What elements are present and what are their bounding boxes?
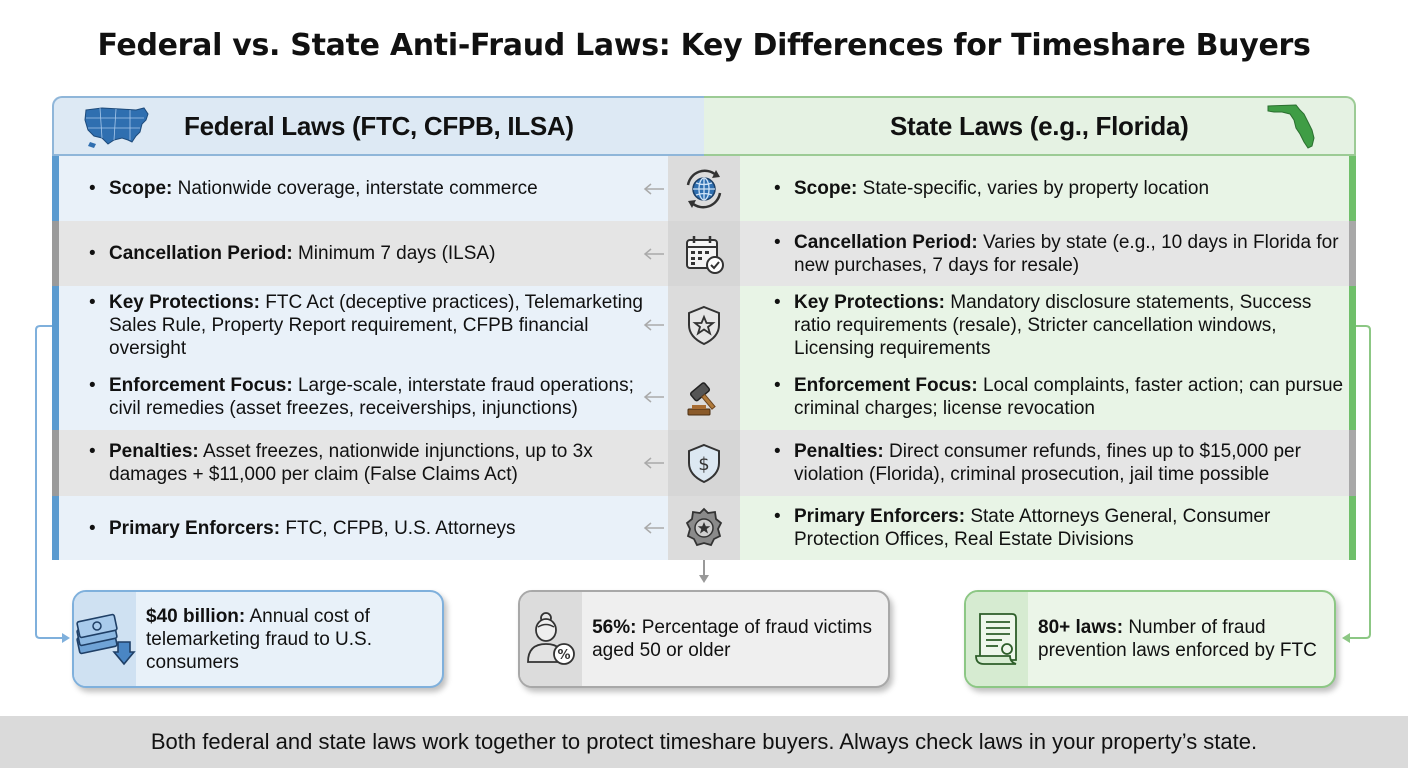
federal-header [52, 96, 704, 156]
state-enforcers-cell [740, 496, 1356, 560]
arrow-left-icon [642, 522, 664, 534]
money-down-icon [74, 608, 136, 670]
row-label: Enforcement Focus: [109, 375, 293, 396]
row-label: Cancellation Period: [109, 243, 293, 264]
row-primary-enforcers [52, 496, 1356, 560]
page-title: Federal vs. State Anti-Fraud Laws: Key Differences for Timeshare Buyers [97, 28, 1311, 63]
federal-scope-text: Nationwide coverage, interstate commerce [177, 178, 538, 199]
federal-cancellation-cell [52, 221, 668, 286]
row-cancellation-period [52, 221, 1356, 286]
stat-telemarketing-cost [72, 590, 444, 688]
stat-description: Annual cost of telemarketing fraud to U.S. consumers [146, 605, 372, 673]
state-enforcers-text: State Attorneys General, Consumer Protection Offices, Real Estate Divisions [794, 506, 1271, 550]
stat-icon-cell [74, 592, 136, 686]
stat-icon-cell [520, 592, 582, 686]
federal-scope-cell [52, 156, 668, 221]
row-enforcement-focus [52, 364, 1356, 430]
stat-description: Percentage of fraud victims aged 50 or older [592, 617, 872, 661]
state-penalties-text: Direct consumer refunds, fines up to $15,000 per violation (Florida), criminal prosecution, jail time possible [794, 441, 1301, 485]
arrow-left-icon [642, 391, 664, 403]
penalties-icon-cell [668, 430, 740, 496]
footer-banner [0, 716, 1408, 768]
footer-text: Both federal and state laws work together to protect timeshare buyers. Always check laws in your property’s state. [150, 729, 1258, 754]
federal-protections-text: FTC Act (deceptive practices), Telemarketing Sales Rule, Property Report requirement, CFPB financial oversight [109, 291, 643, 359]
stat-icon-cell [966, 592, 1028, 686]
stat-description: Number of fraud prevention laws enforced by FTC [1038, 617, 1317, 661]
florida-map-icon [1266, 102, 1320, 152]
federal-enforcers-cell [52, 496, 668, 560]
state-cancellation-text: Varies by state (e.g., 10 days in Florida for new purchases, 7 days for resale) [794, 231, 1339, 276]
federal-enforcement-cell [52, 364, 668, 430]
row-label: Scope: [109, 178, 173, 199]
row-scope [52, 156, 1356, 221]
state-penalties-cell [740, 430, 1356, 496]
federal-header-label: Federal Laws (FTC, CFPB, ILSA) [184, 110, 574, 141]
stat-value: $40 billion: [146, 605, 246, 627]
stat-value: 56%: [592, 617, 637, 638]
svg-text:$: $ [698, 454, 710, 475]
cancellation-icon-cell [668, 221, 740, 286]
state-cancellation-cell [740, 221, 1356, 286]
elderly-percent-icon [520, 608, 582, 670]
gavel-icon [682, 375, 726, 419]
arrow-left-icon [642, 319, 664, 331]
scroll-document-icon [966, 608, 1028, 670]
row-penalties [52, 430, 1356, 496]
federal-protections-cell [52, 286, 668, 364]
calendar-check-icon [682, 232, 726, 276]
row-label: Penalties: [794, 441, 884, 462]
shield-dollar-icon [682, 441, 726, 485]
enforcers-icon-cell [668, 496, 740, 560]
state-protections-cell [740, 286, 1356, 364]
globe-sync-icon [682, 167, 726, 211]
row-label: Scope: [794, 178, 858, 199]
us-map-icon [82, 104, 154, 150]
state-header [704, 96, 1356, 156]
state-scope-cell [740, 156, 1356, 221]
row-label: Key Protections: [109, 291, 260, 313]
shield-star-icon [682, 303, 726, 347]
federal-cancellation-text: Minimum 7 days (ILSA) [297, 243, 496, 264]
stat-victims-age [518, 590, 890, 688]
state-enforcement-text: Local complaints, faster action; can pursue criminal charges; license revocation [794, 375, 1344, 419]
federal-enforcers-text: FTC, CFPB, U.S. Attorneys [285, 517, 516, 539]
federal-enforcement-text: Large-scale, interstate fraud operations; civil remedies (asset freezes, receiverships, injunctions) [109, 375, 634, 419]
police-badge-icon [682, 506, 726, 550]
federal-penalties-text: Asset freezes, nationwide injunctions, up to 3x damages + $11,000 per claim (False Claims Act) [109, 441, 593, 485]
arrow-left-icon [642, 183, 664, 195]
row-key-protections [52, 286, 1356, 364]
state-scope-text: State-specific, varies by property location [862, 178, 1210, 199]
protections-icon-cell [668, 286, 740, 364]
arrow-left-icon [642, 248, 664, 260]
stat-value: 80+ laws: [1038, 617, 1124, 638]
state-header-label: State Laws (e.g., Florida) [890, 110, 1189, 141]
arrow-left-icon [642, 457, 664, 469]
row-label: Penalties: [109, 441, 199, 462]
enforcement-icon-cell [668, 364, 740, 430]
scope-icon-cell [668, 156, 740, 221]
stat-ftc-laws [964, 590, 1336, 688]
row-label: Primary Enforcers: [109, 517, 281, 539]
svg-text:%: % [557, 648, 571, 663]
row-label: Key Protections: [794, 291, 945, 313]
federal-penalties-cell [52, 430, 668, 496]
row-label: Enforcement Focus: [794, 375, 978, 396]
row-label: Primary Enforcers: [794, 506, 966, 527]
state-enforcement-cell [740, 364, 1356, 430]
state-protections-text: Mandatory disclosure statements, Success ratio requirements (resale), Stricter cancellation windows, Licensing requirements [794, 291, 1312, 359]
row-label: Cancellation Period: [794, 231, 978, 253]
